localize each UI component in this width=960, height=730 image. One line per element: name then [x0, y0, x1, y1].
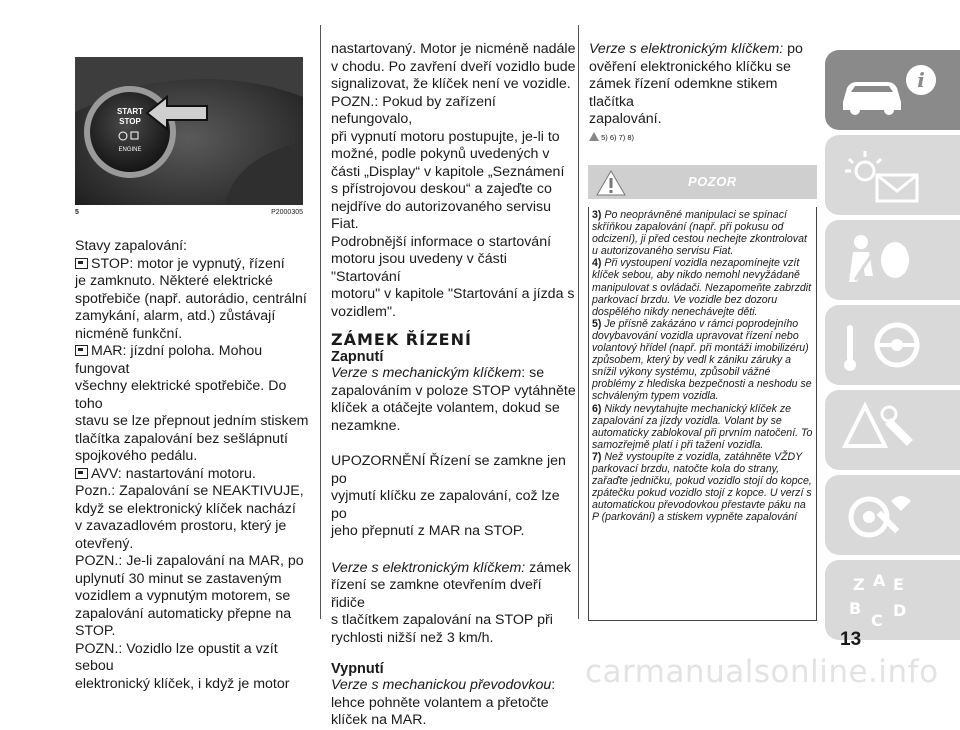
warning-text [592, 209, 814, 523]
text-line: s přístrojovou deskou“ a zajeďte co [331, 181, 552, 197]
tab-emergency[interactable] [825, 390, 960, 470]
airbag-icon [825, 220, 960, 300]
text-line: tlačítka zapalování bez sešlápnutí [75, 430, 288, 447]
steering-icon [825, 305, 960, 385]
warning-triangle-icon [594, 168, 628, 198]
text-line: při vypnutí motoru postupujte, je-li to [331, 128, 560, 145]
text-line: Verze s elektronickým klíčkem: po [589, 41, 803, 57]
warning-header [588, 165, 817, 199]
text-line: STOP. [75, 623, 116, 639]
tab-safety[interactable] [825, 220, 960, 300]
start-stop-button-image [75, 57, 303, 205]
text-line: motoru" v kapitole "Startování a jízda s [331, 286, 575, 302]
text-line: Verze s mechanickou převodovkou: [331, 677, 556, 693]
text-line: ověření elektronického klíčku se [589, 58, 791, 75]
column-2 [331, 41, 576, 730]
text-line: v zavazadlovém prostoru, který je [75, 518, 287, 534]
text-line: otevřený. [75, 535, 134, 552]
warning-item: 5) Je přísně zakázáno v rámci poprodejního dovybavování vozidla upravovat řízení nebo volantový hřídel (např. při montáži imobilizéru) způsobem, který by vedl k zániku záruky a snížil výkony systému, způsobil vážné problémy z hlediska bezpečnosti a neshodu se schváleným typem vozidla. [592, 317, 812, 403]
ignition-photo [75, 57, 303, 205]
text-line: STOP: motor je vypnutý, řízení [75, 256, 315, 274]
svg-text:D: D [893, 601, 907, 620]
text-line: motoru jsou uvedeny v části "Startování [331, 251, 507, 285]
column-divider [578, 25, 579, 619]
text-line: když se elektronický klíček nachází [75, 500, 296, 517]
figure-number: 5 [75, 209, 79, 216]
svg-text:Z: Z [853, 575, 865, 594]
text-line: zámek řízení odemkne stikem tlačítka [589, 76, 778, 110]
svg-text:i: i [917, 68, 925, 92]
subheading-zapnuti: Zapnutí [331, 349, 384, 365]
text-line: Pozn.: Zapalování se NEAKTIVUJE, [75, 483, 304, 499]
text-line: elektronický klíček, i když je motor [75, 675, 290, 692]
subheading-vypnuti: Vypnutí [331, 661, 384, 677]
text-line: nejdříve do autorizovaného servisu Fiat. [331, 198, 552, 232]
text-line: Verze s mechanickým klíčkem: se [331, 365, 545, 381]
warning-triangle-icon [589, 132, 599, 141]
text-line: POZN.: Je-li zapalování na MAR, po [75, 553, 304, 569]
text-line: UPOZORNĚNÍ Řízení se zamkne jen po [331, 453, 566, 487]
text-line: nastartovaný. Motor je nicméně nadále [331, 41, 576, 57]
section-heading: ZÁMEK ŘÍZENÍ [331, 330, 472, 349]
text-line: stavu se lze přepnout jedním stiskem [75, 413, 309, 429]
key-icon [75, 345, 88, 356]
column-1 [75, 238, 315, 693]
warning-item: 7) Než vystoupíte z vozidla, zatáhněte VŽDY parkovací brzdu, natočte kola do strany, zařaďte jedničku, pokud vozidlo stojí do kopce, zpátečku pokud vozidlo stojí z kopce. U verzí s automatickou převodovkou přestavte páku na P (parkování) a stiskem vypněte zapalování [592, 450, 812, 524]
text-line: je zamknuto. Některé elektrické [75, 273, 273, 289]
warning-item: 6) Nikdy nevytahujte mechanický klíček ze zapalování za jízdy vozidla. Volant by se automaticky zablokoval při prvním natočení. To samozřejmě platí i při tažení vozidla. [592, 402, 813, 451]
text-line: lehce pohněte volantem a přetočte [331, 694, 549, 711]
tab-service[interactable] [825, 475, 960, 555]
watermark: carmanualsonline.info [585, 654, 939, 690]
tab-index[interactable] [825, 560, 960, 640]
figure-caption [75, 209, 303, 216]
text-line: nezamkne. [331, 417, 401, 434]
text-line: zapalování. [589, 111, 662, 127]
service-icon [825, 475, 960, 555]
warning-lights-icon [825, 135, 960, 215]
text-line: Stavy zapalování: [75, 238, 187, 254]
svg-text:C: C [871, 611, 883, 630]
text-line: s tlačítkem zapalování na STOP při [331, 612, 553, 628]
text-line: možné, podle pokynů uvedených v [331, 146, 550, 162]
tab-warning-lights[interactable] [825, 135, 960, 215]
stop-label: STOP [119, 117, 141, 126]
svg-text:A: A [873, 571, 886, 590]
emergency-icon [825, 390, 960, 470]
text-line: uplynutí 30 minut se zastaveným [75, 570, 282, 587]
text-line: Podrobnější informace o startování [331, 233, 552, 250]
text-line: POZN.: Pokud by zařízení nefungovalo, [331, 93, 496, 127]
svg-text:B: B [849, 599, 862, 618]
column-3 [589, 41, 821, 142]
text-line: spotřebiče (např. autorádio, centrální [75, 290, 307, 307]
text-line: zamykání, alarm, atd.) zůstávají [75, 308, 276, 324]
warning-title: POZOR [688, 174, 737, 189]
warning-item: 3) Po neoprávněné manipulaci se spínací skříňkou zapalování (např. při pokusu od odcizení), ji před cestou nechejte zkontrolovat u autorizovaného servisu Fiat. [592, 209, 807, 258]
text-line: vyjmutí klíčku ze zapalování, což lze po [331, 488, 560, 522]
text-line: signalizovat, že klíček není ve vozidle. [331, 76, 571, 92]
text-line: rychlosti nižší než 3 km/h. [331, 629, 494, 646]
text-line: Verze s elektronickým klíčkem: zámek [331, 559, 571, 576]
key-icon [75, 468, 88, 479]
text-line: klíček a otáčejte volantem, dokud se [331, 400, 560, 416]
start-label: START [116, 107, 144, 116]
text-line: vozidlem a vypnutým motorem, se [75, 588, 291, 604]
text-line: všechny elektrické spotřebiče. Do toho [75, 378, 287, 412]
text-line: v chodu. Po zavření dveří vozidlo bude [331, 58, 576, 75]
text-line: vozidlem". [331, 303, 396, 320]
figure-code: P2000305 [271, 209, 303, 216]
key-icon [75, 258, 88, 269]
text-line: části „Display“ v kapitole „Seznámení [331, 163, 565, 180]
text-line: zapalování automaticky přepne na [75, 605, 292, 622]
text-line: zapalováním v poloze STOP vytáhněte [331, 382, 576, 399]
text-line: řízení se zamkne otevřením dveří řidiče [331, 577, 542, 611]
text-line: jeho přepnutí z MAR na STOP. [331, 523, 525, 539]
text-line: klíček na MAR. [331, 712, 427, 728]
text-line: POZN.: Vozidlo lze opustit a vzít sebou [75, 640, 278, 674]
index-letters-icon [825, 560, 960, 640]
page-number: 13 [840, 629, 862, 650]
tab-car-info[interactable] [825, 50, 960, 130]
text-line: MAR: jízdní poloha. Mohou fungovat [75, 343, 263, 377]
column-divider [320, 25, 321, 619]
svg-text:E: E [893, 575, 904, 594]
text-line: spojkového pedálu. [75, 448, 198, 464]
car-info-icon [825, 50, 960, 130]
engine-label: ENGINE [118, 147, 142, 153]
warning-item: 4) Při vystoupení vozidla nezapomínejte vzít klíček sebou, aby nikdo nemohl nevyžádaně manipulovat s ovládači. Nezapomeňte zabrzdit parkovací brzdu. Ve vozidle bez dozoru dospělého nikdy nenechávejte děti. [592, 257, 812, 318]
text-line: nicméně funkční. [75, 325, 183, 342]
text-line: AVV: nastartování motoru. [75, 466, 315, 484]
tab-driving[interactable] [825, 305, 960, 385]
note-refs: 5) 6) 7) 8) [589, 132, 821, 142]
